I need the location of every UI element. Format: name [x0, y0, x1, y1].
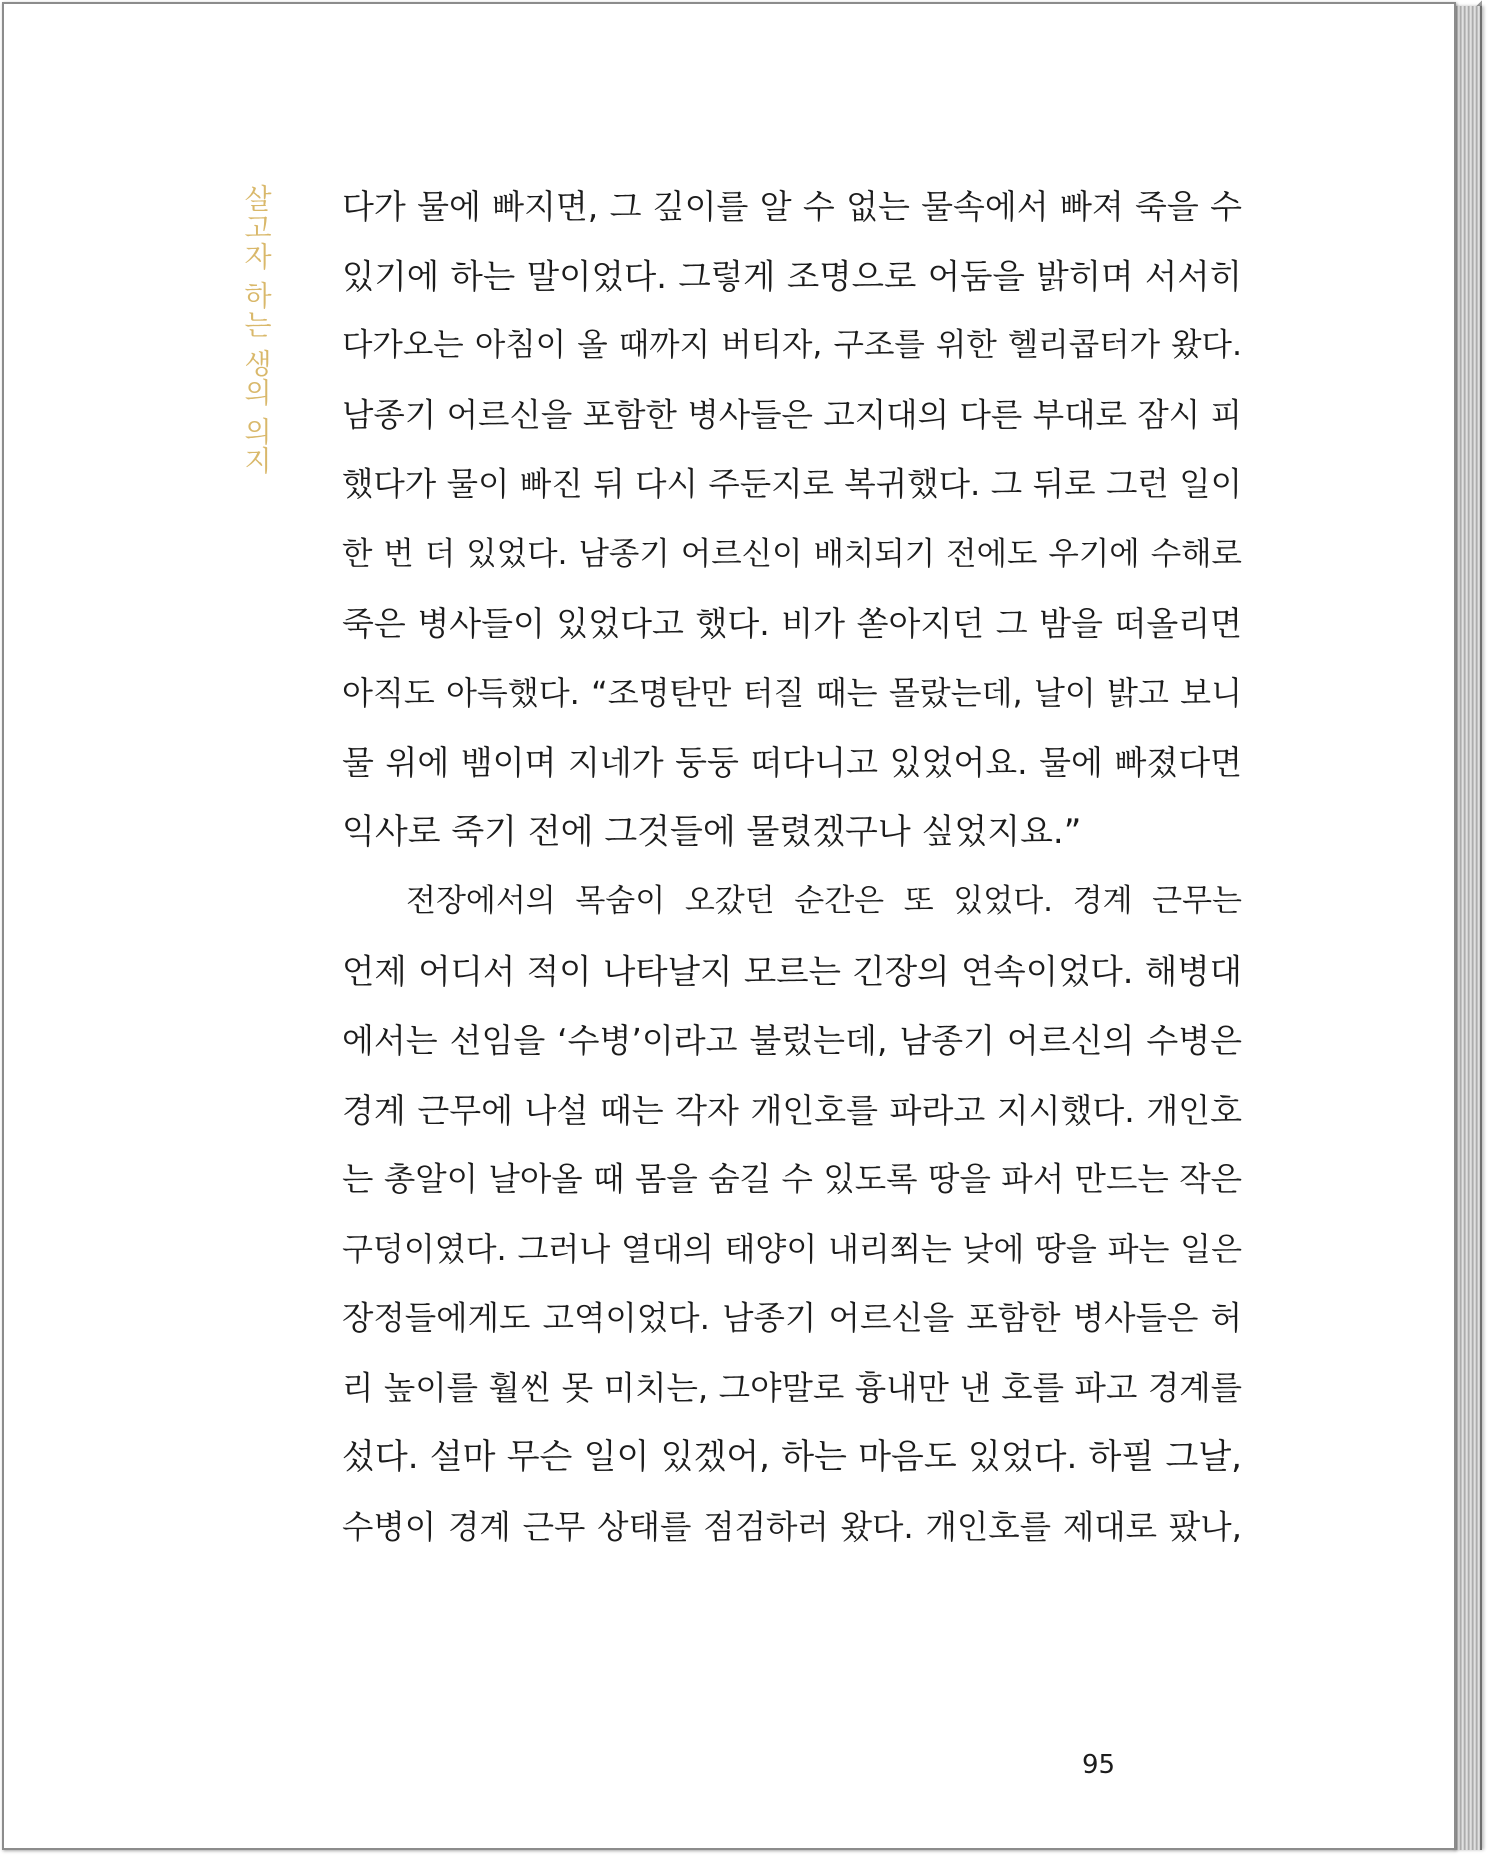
text-line: 물 위에 뱀이며 지네가 둥둥 떠다니고 있었어요. 물에 빠졌다면	[342, 743, 1242, 782]
text-line: 는 총알이 날아올 때 몸을 숨길 수 있도록 땅을 파서 만드는 작은	[342, 1160, 1242, 1198]
text-line: 남종기 어르신을 포함한 병사들은 고지대의 다른 부대로 잠시 피	[342, 395, 1242, 434]
text-line: 에서는 선임을 ‘수병’이라고 불렀는데, 남종기 어르신의 수병은	[342, 1021, 1242, 1060]
text-line: 경계 근무에 나설 때는 각자 개인호를 파라고 지시했다. 개인호	[342, 1090, 1242, 1130]
text-line: 아직도 아득했다. “조명탄만 터질 때는 몰랐는데, 날이 밝고 보니	[342, 673, 1242, 712]
text-line: 했다가 물이 빠진 뒤 다시 주둔지로 복귀했다. 그 뒤로 그런 일이	[342, 465, 1242, 503]
text-line: 리 높이를 훨씬 못 미치는, 그야말로 흉내만 낸 호를 파고 경계를	[342, 1368, 1242, 1407]
text-line: 익사로 죽기 전에 그것들에 물렸겠구나 싶었지요.”	[342, 811, 1082, 852]
book-page	[2, 2, 1456, 1850]
text-line: 수병이 경계 근무 상태를 점검하러 왔다. 개인호를 제대로 팠나,	[342, 1507, 1242, 1546]
page-stack-edge	[1452, 6, 1482, 1850]
running-header: 살고자 하는 생의 의지	[240, 184, 273, 475]
body-text	[342, 172, 1242, 1562]
text-line: 섰다. 설마 무슨 일이 있겠어, 하는 마음도 있었다. 하필 그날,	[342, 1437, 1242, 1477]
text-line: 언제 어디서 적이 나타날지 모르는 긴장의 연속이었다. 해병대	[342, 951, 1242, 991]
page-number: 95	[1082, 1750, 1116, 1780]
text-line: 죽은 병사들이 있었다고 했다. 비가 쏟아지던 그 밤을 떠올리면	[342, 604, 1242, 643]
text-line: 한 번 더 있었다. 남종기 어르신이 배치되기 전에도 우기에 수해로	[342, 535, 1242, 572]
text-line: 있기에 하는 말이었다. 그렇게 조명으로 어둠을 밝히며 서서히	[342, 256, 1242, 296]
text-line: 전장에서의 목숨이 오갔던 순간은 또 있었다. 경계 근무는	[406, 883, 1242, 919]
text-line: 구덩이였다. 그러나 열대의 태양이 내리쬐는 낮에 땅을 파는 일은	[342, 1229, 1242, 1268]
text-line: 장정들에게도 고역이었다. 남종기 어르신을 포함한 병사들은 허	[342, 1299, 1242, 1337]
text-line: 다가 물에 빠지면, 그 깊이를 알 수 없는 물속에서 빠져 죽을 수	[342, 187, 1242, 226]
text-line: 다가오는 아침이 올 때까지 버티자, 구조를 위한 헬리콥터가 왔다.	[342, 327, 1242, 363]
